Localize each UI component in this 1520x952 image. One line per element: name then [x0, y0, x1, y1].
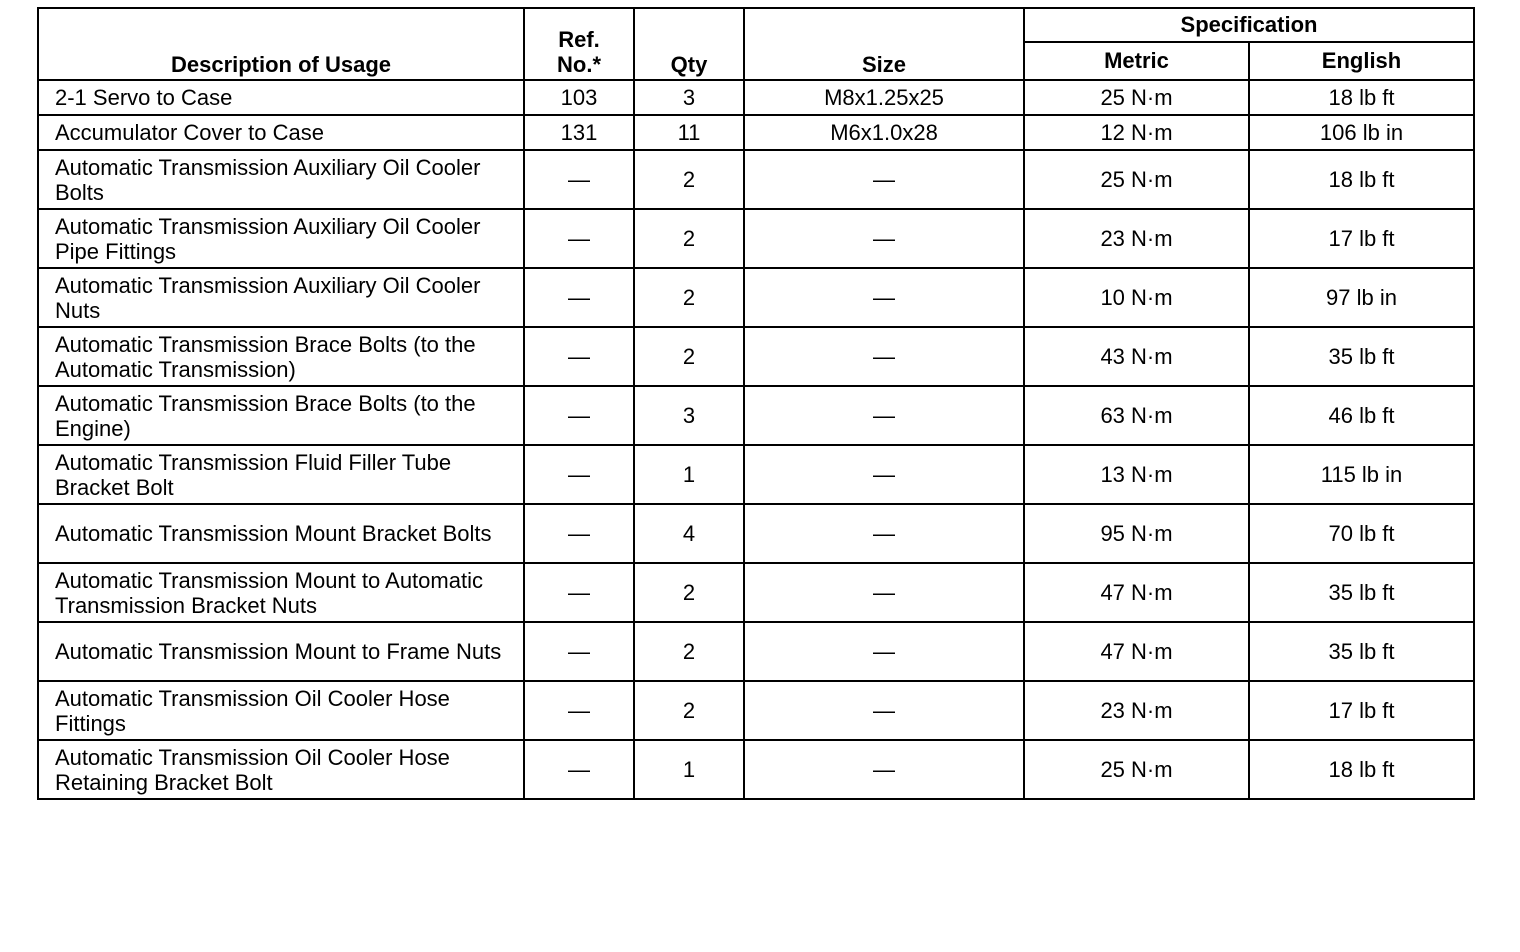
- cell-size: M8x1.25x25: [744, 80, 1024, 115]
- cell-ref: —: [524, 681, 634, 740]
- table-header: [38, 8, 1474, 80]
- cell-ref: —: [524, 563, 634, 622]
- cell-english: 46 lb ft: [1249, 386, 1474, 445]
- table-body: [38, 80, 1474, 799]
- cell-description: Automatic Transmission Oil Cooler Hose Retaining Bracket Bolt: [38, 740, 524, 799]
- cell-description: Automatic Transmission Mount to Automatic Transmission Bracket Nuts: [38, 563, 524, 622]
- cell-english: 17 lb ft: [1249, 209, 1474, 268]
- cell-qty: 1: [634, 740, 744, 799]
- cell-metric: 25 N·m: [1024, 740, 1249, 799]
- cell-ref: —: [524, 740, 634, 799]
- header-size: Size: [744, 8, 1024, 80]
- cell-metric: 47 N·m: [1024, 563, 1249, 622]
- cell-size: —: [744, 209, 1024, 268]
- cell-qty: 11: [634, 115, 744, 150]
- cell-size: —: [744, 563, 1024, 622]
- cell-size: M6x1.0x28: [744, 115, 1024, 150]
- cell-ref: —: [524, 327, 634, 386]
- cell-metric: 95 N·m: [1024, 504, 1249, 563]
- cell-english: 17 lb ft: [1249, 681, 1474, 740]
- cell-description: Automatic Transmission Fluid Filler Tube Bracket Bolt: [38, 445, 524, 504]
- fastener-spec-table: [37, 7, 1475, 800]
- cell-ref: —: [524, 209, 634, 268]
- cell-description: Automatic Transmission Brace Bolts (to the Automatic Transmission): [38, 327, 524, 386]
- table-row: [38, 563, 1474, 622]
- cell-metric: 23 N·m: [1024, 681, 1249, 740]
- cell-metric: 23 N·m: [1024, 209, 1249, 268]
- cell-description: Automatic Transmission Auxiliary Oil Cooler Bolts: [38, 150, 524, 209]
- cell-qty: 2: [634, 209, 744, 268]
- table-row: [38, 268, 1474, 327]
- cell-qty: 4: [634, 504, 744, 563]
- cell-qty: 2: [634, 681, 744, 740]
- cell-description: Automatic Transmission Auxiliary Oil Cooler Pipe Fittings: [38, 209, 524, 268]
- cell-english: 70 lb ft: [1249, 504, 1474, 563]
- cell-qty: 1: [634, 445, 744, 504]
- table-row: [38, 445, 1474, 504]
- cell-metric: 25 N·m: [1024, 150, 1249, 209]
- cell-size: —: [744, 445, 1024, 504]
- cell-english: 106 lb in: [1249, 115, 1474, 150]
- cell-qty: 3: [634, 80, 744, 115]
- cell-size: —: [744, 622, 1024, 681]
- cell-metric: 43 N·m: [1024, 327, 1249, 386]
- cell-qty: 2: [634, 268, 744, 327]
- cell-ref: —: [524, 622, 634, 681]
- table-row: [38, 740, 1474, 799]
- cell-qty: 2: [634, 150, 744, 209]
- cell-metric: 63 N·m: [1024, 386, 1249, 445]
- cell-description: Automatic Transmission Mount Bracket Bolts: [38, 504, 524, 563]
- table-row: [38, 386, 1474, 445]
- cell-description: Accumulator Cover to Case: [38, 115, 524, 150]
- table-row: [38, 622, 1474, 681]
- cell-metric: 25 N·m: [1024, 80, 1249, 115]
- cell-metric: 47 N·m: [1024, 622, 1249, 681]
- cell-english: 35 lb ft: [1249, 622, 1474, 681]
- table-row: [38, 504, 1474, 563]
- table-row: [38, 209, 1474, 268]
- header-ref-no: [524, 8, 634, 80]
- cell-size: —: [744, 681, 1024, 740]
- cell-size: —: [744, 327, 1024, 386]
- cell-description: Automatic Transmission Brace Bolts (to the Engine): [38, 386, 524, 445]
- cell-qty: 2: [634, 563, 744, 622]
- cell-description: Automatic Transmission Oil Cooler Hose Fittings: [38, 681, 524, 740]
- cell-ref: 131: [524, 115, 634, 150]
- header-description: Description of Usage: [38, 8, 524, 80]
- cell-size: —: [744, 740, 1024, 799]
- cell-ref: —: [524, 445, 634, 504]
- cell-ref: —: [524, 386, 634, 445]
- cell-english: 18 lb ft: [1249, 150, 1474, 209]
- cell-size: —: [744, 386, 1024, 445]
- header-qty: Qty: [634, 8, 744, 80]
- cell-description: Automatic Transmission Auxiliary Oil Cooler Nuts: [38, 268, 524, 327]
- cell-ref: —: [524, 150, 634, 209]
- header-specification: Specification: [1024, 8, 1474, 42]
- cell-english: 115 lb in: [1249, 445, 1474, 504]
- cell-metric: 10 N·m: [1024, 268, 1249, 327]
- cell-size: —: [744, 150, 1024, 209]
- cell-ref: —: [524, 268, 634, 327]
- cell-english: 35 lb ft: [1249, 327, 1474, 386]
- header-ref-no-label: Ref. No.*: [557, 27, 601, 77]
- cell-size: —: [744, 268, 1024, 327]
- cell-english: 35 lb ft: [1249, 563, 1474, 622]
- cell-metric: 13 N·m: [1024, 445, 1249, 504]
- cell-size: —: [744, 504, 1024, 563]
- cell-description: 2-1 Servo to Case: [38, 80, 524, 115]
- table-row: [38, 80, 1474, 115]
- cell-english: 97 lb in: [1249, 268, 1474, 327]
- cell-english: 18 lb ft: [1249, 80, 1474, 115]
- table-row: [38, 150, 1474, 209]
- cell-english: 18 lb ft: [1249, 740, 1474, 799]
- cell-qty: 2: [634, 327, 744, 386]
- cell-ref: —: [524, 504, 634, 563]
- cell-qty: 2: [634, 622, 744, 681]
- header-english: English: [1249, 42, 1474, 80]
- cell-description: Automatic Transmission Mount to Frame Nuts: [38, 622, 524, 681]
- header-metric: Metric: [1024, 42, 1249, 80]
- table-row: [38, 115, 1474, 150]
- table-row: [38, 681, 1474, 740]
- table-row: [38, 327, 1474, 386]
- cell-metric: 12 N·m: [1024, 115, 1249, 150]
- cell-ref: 103: [524, 80, 634, 115]
- cell-qty: 3: [634, 386, 744, 445]
